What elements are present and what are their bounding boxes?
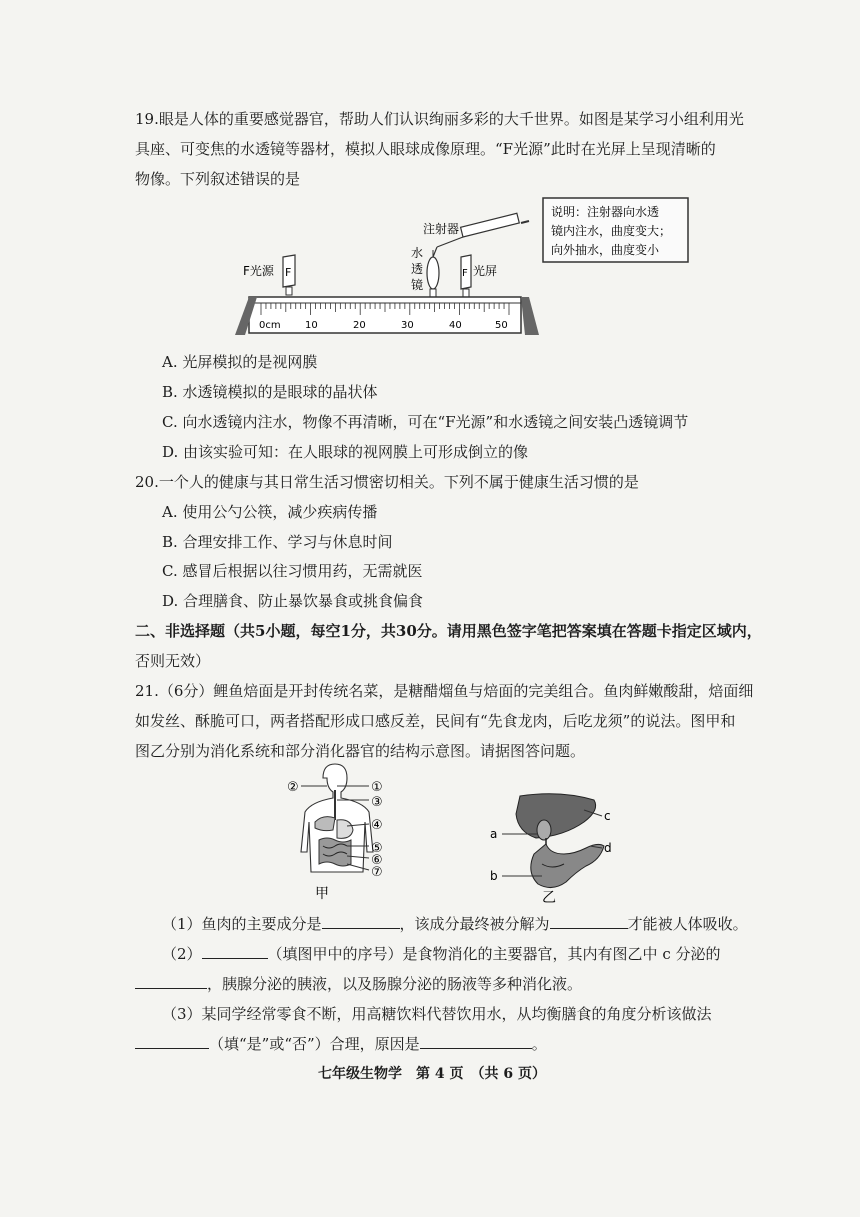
section2-heading-line1: 二、非选择题（共5小题，每空1分，共30分。请用黑色签字笔把答案填在答题卡指定区域内， — [135, 622, 762, 640]
optical-bench-figure — [225, 195, 690, 345]
q21-sub2-middle: （填图甲中的序号）是食物消化的主要器官，其内有图乙中 c 分泌的 — [267, 945, 721, 963]
jia-label-6: ⑥ — [371, 853, 383, 868]
page-footer: 七年级生物学 第 4 页 （共 6 页） — [318, 1066, 546, 1082]
jia-label-1: ① — [371, 780, 383, 795]
q21-sub3-middle: （填“是”或“否”）合理，原因是 — [209, 1035, 420, 1053]
q21-line1: 21.（6分）鲤鱼焙面是开封传统名菜，是糖醋熘鱼与焙面的完美组合。鱼肉鲜嫩酸甜，焙面细 — [135, 682, 754, 700]
digestive-system-figure — [283, 760, 403, 902]
jia-label-5: ⑤ — [371, 841, 383, 856]
note-line3: 向外抽水，曲度变小 — [551, 243, 660, 257]
note-box — [543, 198, 688, 262]
q21-line2: 如发丝、酥脆可口，两者搭配形成口感反差，民间有“先食龙肉，后吃龙须”的说法。图甲和 — [135, 712, 736, 730]
yi-label-a: a — [490, 827, 498, 841]
q21-sub2-line1 — [162, 943, 721, 965]
q21-answer-blank-6[interactable] — [420, 1034, 532, 1049]
yi-caption: 乙 — [542, 890, 556, 906]
q21-line3: 图乙分别为消化系统和部分消化器官的结构示意图。请据图答问题。 — [135, 742, 586, 760]
lens-label-3: 镜 — [411, 278, 424, 292]
q21-sub3-suffix: 。 — [531, 1035, 547, 1053]
source-letter: F — [285, 266, 292, 279]
q20-option-d: D. 合理膳食、防止暴饮暴食或挑食偏食 — [162, 592, 424, 610]
lens-label-1: 水 — [411, 246, 424, 260]
q21-answer-blank-1[interactable] — [322, 914, 400, 929]
q19-line1: 19.眼是人体的重要感觉器官，帮助人们认识绚丽多彩的大千世界。如图是某学习小组利用光 — [135, 110, 744, 128]
q19-option-a: A. 光屏模拟的是视网膜 — [162, 353, 318, 371]
q21-answer-blank-4[interactable] — [135, 974, 207, 989]
q21-sub2-prefix: （2） — [162, 945, 202, 963]
jia-label-4: ④ — [371, 818, 383, 833]
ruler-tick-20: 20 — [353, 320, 366, 331]
section2-heading-line2: 否则无效） — [135, 652, 211, 670]
q21-sub2-suffix: ，胰腺分泌的胰液，以及肠腺分泌的肠液等多种消化液。 — [207, 975, 583, 993]
q21-sub1 — [162, 913, 748, 935]
q21-answer-blank-2[interactable] — [550, 914, 628, 929]
ruler-tick-30: 30 — [401, 320, 414, 331]
yi-label-b: b — [490, 869, 498, 883]
q19-option-c: C. 向水透镜内注水，物像不再清晰，可在“F光源”和水透镜之间安装凸透镜调节 — [162, 413, 689, 431]
jia-label-2: ② — [287, 780, 299, 795]
ruler-tick-10: 10 — [305, 320, 318, 331]
q21-sub3-line1: （3）某同学经常零食不断，用高糖饮料代替饮用水，从均衡膳食的角度分析该做法 — [162, 1005, 712, 1023]
ruler-tick-40: 40 — [449, 320, 462, 331]
q21-sub1-prefix: （1）鱼肉的主要成分是 — [162, 915, 322, 933]
jia-caption: 甲 — [315, 886, 329, 902]
q21-sub3-line2 — [135, 1033, 547, 1055]
jia-label-3: ③ — [371, 795, 383, 810]
yi-label-d: d — [604, 841, 612, 855]
q21-sub1-middle: ，该成分最终被分解为 — [399, 915, 550, 933]
q21-sub2-line2 — [135, 973, 582, 995]
syringe-label: 注射器 — [423, 222, 460, 236]
syringe — [423, 213, 529, 257]
light-source — [243, 255, 295, 295]
light-source-label: F光源 — [243, 264, 274, 278]
jia-label-7: ⑦ — [371, 865, 383, 880]
screen-label: 光屏 — [473, 264, 498, 278]
screen-letter: F — [462, 268, 468, 279]
liver-pancreas-figure — [486, 788, 626, 906]
q19-option-b: B. 水透镜模拟的是眼球的晶状体 — [162, 383, 378, 401]
q21-sub1-suffix: 才能被人体吸收。 — [627, 915, 748, 933]
ruler-tick-0: 0cm — [259, 320, 281, 331]
q21-answer-blank-3[interactable] — [202, 944, 268, 959]
yi-label-c: c — [604, 809, 611, 823]
q19-line3: 物像。下列叙述错误的是 — [135, 170, 301, 188]
q20-option-b: B. 合理安排工作、学习与休息时间 — [162, 533, 393, 551]
q20-option-c: C. 感冒后根据以往习惯用药，无需就医 — [162, 562, 423, 580]
lens-label-2: 透 — [411, 262, 424, 276]
note-line1: 说明：注射器向水透 — [551, 205, 660, 219]
q19-option-d: D. 由该实验可知：在人眼球的视网膜上可形成倒立的像 — [162, 443, 529, 461]
q20-line1: 20.一个人的健康与其日常生活习惯密切相关。下列不属于健康生活习惯的是 — [135, 473, 639, 491]
ruler-bench — [235, 297, 539, 335]
q21-answer-blank-5[interactable] — [135, 1034, 209, 1049]
note-line2: 镜内注水，曲度变大； — [551, 224, 672, 238]
q20-option-a: A. 使用公勺公筷，减少疾病传播 — [162, 503, 378, 521]
screen — [461, 255, 497, 297]
q19-line2: 具座、可变焦的水透镜等器材，模拟人眼球成像原理。“F光源”此时在光屏上呈现清晰的 — [135, 140, 716, 158]
ruler-tick-50: 50 — [495, 320, 508, 331]
